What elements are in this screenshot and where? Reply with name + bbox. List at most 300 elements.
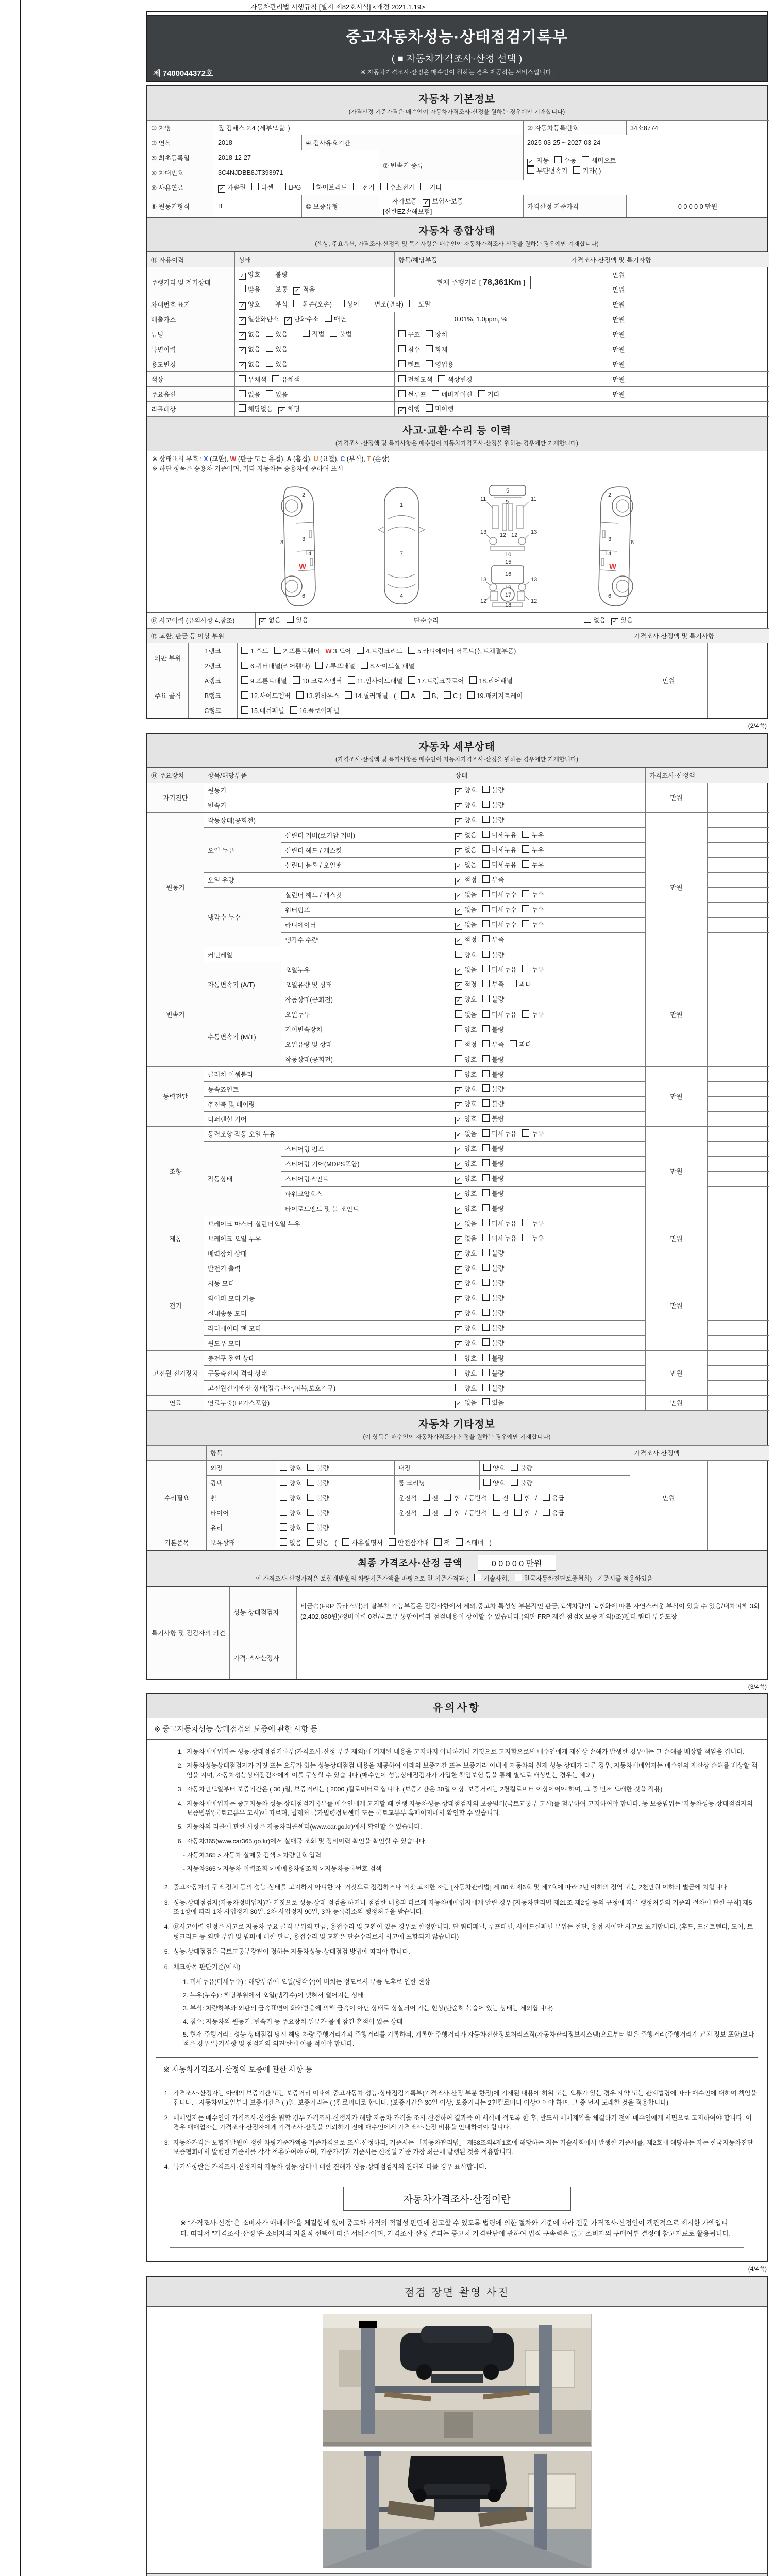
item-label: 고전원전기배선 상태(접속단자,피복,보호기구) (204, 1380, 451, 1395)
checkbox (515, 1574, 522, 1581)
table-row (147, 402, 769, 417)
checkbox (482, 905, 490, 912)
state-code-desc: (요철), (318, 455, 341, 463)
checkbox-option: 5.라디에이터 서포트(볼트체결부품) (408, 646, 516, 655)
checkbox-option: 불량 (482, 1248, 504, 1258)
document-title: 중고자동차성능·상태점검기록부 (346, 29, 568, 46)
svg-text:W: W (298, 562, 306, 571)
checkbox-option: 양호 (455, 1368, 477, 1378)
memo-cell (708, 1261, 769, 1276)
state-cell (451, 1335, 646, 1350)
column-header: 항목/해당부품 (204, 768, 451, 783)
checkbox-option: 15.대쉬패널 (241, 706, 284, 715)
checkbox (522, 1129, 529, 1137)
checkbox-option: 장치 (426, 330, 447, 339)
state-code-letter: U (313, 455, 318, 463)
checkbox-option: 색상변경 (438, 375, 472, 384)
registration-number-value: 34소8774 (627, 121, 769, 135)
checkbox-option: ✓ 해당 (278, 404, 300, 414)
panel-damage-table (147, 628, 769, 718)
option-text: ( (394, 692, 396, 700)
state-cell (451, 1291, 646, 1306)
document-subtitle: ( ■ 자동차가격조사·산정 선택 ) (391, 54, 523, 64)
caution-item-text: 자동차매매업자는 성능·상태점검기록부(가격조사·산정 부분 제외)에 기재된 내용을 고지하지 아니하거나 거짓으로 고지함으로써 매수인에게 재산상 손해가 발생한 경우에는 그 손해를 배상할 책임을 집니다. (187, 1748, 745, 1755)
table-row (147, 297, 769, 312)
checkbox-option: 불량 (307, 1493, 329, 1502)
checkbox (315, 662, 323, 669)
checkbox (426, 330, 433, 337)
state-code-letter: W (230, 455, 237, 463)
checkbox (510, 1040, 517, 1047)
table-row (147, 1216, 769, 1231)
caution-sub-item-text: - 자동차365 > 자동차 실매물 검색 > 차량번호 입력 (183, 1852, 322, 1859)
checkbox-option: 네비게이션 (432, 389, 472, 399)
checkbox: ✓ (239, 273, 246, 280)
checkbox-option: 미이행 (426, 404, 453, 413)
state-cell (480, 1475, 630, 1490)
memo-cell (708, 992, 769, 1007)
caution-item (170, 1799, 758, 1818)
checkbox-option: ✓ 없음 (239, 329, 260, 340)
table-row (147, 135, 769, 150)
option-text: 기준서를 적용하였음 (597, 1574, 653, 1582)
checkbox-option: ✓ 양호 (455, 1263, 477, 1274)
checkbox-option: 전 (493, 1508, 509, 1517)
accident-history-table (147, 613, 769, 628)
svg-text:12: 12 (530, 598, 537, 604)
device-group-label: 고전원 전기장치 (147, 1350, 204, 1395)
memo-cell (708, 1460, 769, 1535)
table-row (147, 1261, 769, 1276)
checkbox (307, 1523, 314, 1531)
state-cell (235, 327, 395, 342)
svg-text:16: 16 (505, 571, 511, 578)
panel-group-label: 주요 골격 (147, 673, 189, 718)
memo-cell (708, 1380, 769, 1395)
checkbox (280, 1538, 287, 1546)
checkbox-option: 전체도색 (398, 375, 432, 384)
checkbox (482, 951, 490, 958)
etc-item-label: 광택 (207, 1475, 276, 1490)
table-row (147, 613, 769, 628)
memo-cell (708, 1066, 769, 1081)
caution-item-text: 매매업자는 매수인이 가격조사·산정을 원할 경우 가격조사·산정자가 해당 자동차 가격을 조사·산정하여 결과를 이 서식에 적도록 한 후, 반드시 매매계약을 체결하기 전에 매수인에게 서면으로 고지하여야 합니다. 이 경우 매매업자는 가격조사·산정자에게 가격조사·산정을 의뢰하기 전에 매수인에게 가격조사·산정 비용을 안내하여야 합니다. (173, 2114, 752, 2131)
checkbox-option: 없음 (280, 1538, 301, 1547)
checkbox (482, 1369, 490, 1376)
checkbox: ✓ (284, 317, 292, 325)
caution-item (156, 2089, 758, 2108)
state-cell (451, 1395, 646, 1410)
caution-item (170, 1761, 758, 1780)
checkbox (266, 390, 273, 397)
svg-text:14: 14 (305, 550, 311, 557)
memo-cell (708, 1306, 769, 1320)
caution-item-number: 2. (177, 1762, 183, 1770)
checkbox (455, 1369, 462, 1376)
checkbox-option: ✓ 양호 (239, 269, 260, 280)
etc-item-label: 내장 (395, 1460, 480, 1475)
checkbox-option: ✓ 양호 (455, 785, 477, 795)
checkbox (307, 1479, 314, 1486)
device-group-label: 조향 (147, 1126, 204, 1216)
checkbox-option: 불량 (482, 1323, 504, 1332)
rank-label: 2랭크 (189, 658, 238, 673)
option-text: 운전석 (398, 1509, 417, 1517)
etc-info-header (147, 1411, 767, 1445)
checkbox-option: 양호 (483, 1463, 505, 1472)
price-header: 가격조사·산정액 및 특기사항 (630, 628, 769, 643)
panel-group-label: 외판 부위 (147, 643, 189, 673)
checkbox-option: LPG (279, 183, 301, 191)
document-header (146, 11, 768, 82)
accident-history-state (256, 613, 410, 628)
checkbox (239, 285, 246, 292)
checkbox (287, 616, 294, 623)
item-label: 변속기 (204, 798, 451, 812)
checkbox (365, 300, 372, 307)
caution-item-text: 자동차매매업자는 중고자동차 성능·상태점검기록부를 매수인에게 고지할 때 현행 자동차성능·상태점검자의 보증범위(국토교통부 고시)를 첨부하여 고지하여야 합니다. 동 보증범위는 '자동차성능·상태점검자의 보증범위'(국토교통부 고시)에 따르며, 법제처 국가법령정보센터 또는 국토교통부 홈페이지에서 확인할 수 있습니다. (187, 1800, 753, 1817)
state-cell (451, 1126, 646, 1141)
checkbox (482, 875, 490, 883)
checkbox-option: ✓ 양호 (455, 994, 477, 1005)
car-right-side-diagram (575, 483, 652, 608)
checkbox (543, 1509, 550, 1516)
table-row (147, 643, 769, 658)
price-cell: 만원 (646, 1395, 708, 1410)
svg-text:10: 10 (505, 551, 511, 558)
checkbox-option: 불량 (511, 1478, 532, 1487)
checkbox: ✓ (455, 982, 462, 990)
field-label: ④ 검사유효기간 (302, 135, 524, 150)
checkbox: ✓ (455, 1222, 462, 1229)
svg-text:3: 3 (301, 536, 305, 543)
rank-label: A랭크 (189, 673, 238, 688)
checkbox-option: 미세누유 (482, 964, 516, 974)
checkbox (573, 166, 580, 174)
checkbox-option: 매연 (325, 314, 346, 324)
checkbox-option: ✓ 적정 (455, 935, 477, 945)
first-registration-value: 2018-12-27 (214, 150, 379, 165)
price-cell (567, 402, 670, 417)
caution-item-number: 2. (164, 1884, 170, 1891)
table-row (147, 962, 769, 977)
checkbox-option: 후 (514, 1493, 530, 1502)
checkbox (408, 676, 415, 684)
page-marker: (4/4쪽) (748, 2265, 767, 2273)
checkbox-option: 누유 (522, 964, 544, 974)
table-row (147, 1395, 769, 1410)
caution-sub-item-text: 5. 현재 주행거리 : 성능·상태점검 당시 해당 차량 주행거리계의 주행거리를 기록하되, 기록한 주행거리가 자동차전산정보처리조직(자동차관리정보시스템)으로부터 받은 주행거리(주행거리계 교체 정보 포함)보다 적은 경우 '특기사항 및 점검자의 의견'란에 이를 적어야 합니다. (183, 2030, 754, 2048)
state-cell (451, 1231, 646, 1246)
field-label: ⑧ 사용연료 (147, 180, 214, 195)
caution-item-number: 6. (164, 1963, 170, 1971)
caution-item-number: 4. (164, 1923, 170, 1931)
checkbox: ✓ (398, 407, 406, 414)
checkbox-option: 있음 (266, 344, 288, 353)
checkbox-option: 불량 (482, 800, 504, 809)
checkbox (522, 831, 529, 838)
checkbox-option: 렌트 (398, 360, 420, 369)
svg-text:19: 19 (505, 584, 511, 591)
checkbox (482, 1159, 490, 1166)
item-label: 충전구 절연 상태 (204, 1350, 451, 1365)
checkbox-option: 누유 (522, 1218, 544, 1228)
checkbox-option: 안전삼각대 (389, 1538, 429, 1547)
memo-cell (708, 1037, 769, 1052)
field-label: ⑨ 원동기형식 (147, 195, 214, 217)
item-label: 실린더 헤드 / 개스킷 (281, 842, 451, 857)
checkbox-option: 12.사이드멤버 (241, 691, 291, 700)
column-header: 상태 (235, 252, 395, 267)
checkbox-option: 후 (514, 1508, 530, 1517)
checkbox-option: 불량 (482, 1070, 504, 1079)
svg-text:12: 12 (480, 598, 486, 604)
device-group-label: 제동 (147, 1216, 204, 1261)
checkbox-option: 불량 (307, 1508, 329, 1517)
table-row (147, 150, 769, 165)
item-label: 동력조향 작동 오일 누유 (204, 1126, 451, 1141)
checkbox-option: ✓ 탄화수소 (284, 314, 318, 325)
caution-sub-item-text: 4. 침수: 자동차의 원동기, 변속기 등 주요장치 일부가 물에 잠긴 흔적이 있는 상태 (183, 2018, 403, 2025)
checkbox-option: ✓ 양호 (455, 1174, 477, 1184)
caution-sub-item (183, 2017, 758, 2026)
checkbox-option: 불량 (511, 1463, 532, 1472)
checkbox-option: ✓ 가솔린 (218, 182, 246, 193)
accident-note2: ※ 하단 항목은 승용차 기준이며, 기타 자동차는 승용차에 준하여 표시 (152, 465, 344, 473)
checkbox: ✓ (455, 818, 462, 825)
state-cell (276, 1460, 395, 1475)
item-label: 기어변속장치 (281, 1022, 451, 1037)
base-price-value: 0 0 0 0 0 만원 (627, 195, 769, 217)
appraiser-role-label: 가격·조사산정자 (230, 1637, 297, 1679)
accident-header (147, 417, 767, 451)
device-group-label: 전기 (147, 1261, 204, 1350)
memo-cell (708, 827, 769, 842)
memo-cell (708, 962, 769, 977)
table-row (147, 1460, 769, 1475)
checkbox (482, 1279, 490, 1286)
checkbox (482, 1010, 490, 1018)
table-row (147, 783, 769, 798)
checkbox-option: 미세누수 (482, 905, 516, 914)
svg-text:7: 7 (399, 550, 403, 557)
caution-item-text: 가격조사·산정자는 아래의 보증기간 또는 보증거리 이내에 중고자동차 성능·상태점검기록부(가격조사·산정 부분 한정)에 기재된 내용에 허위 또는 오류가 있는 경우 계약 또는 관계법령에 따라 매수인에 대하여 책임을 집니다. · 자동차인도일부터 보증기간은 ( )일, 보증거리는 ( )킬로미터로 합니다. (보증기간은 30일 이상, 보증거리는 2천킬로미터 이상이어야 하며, 그 중 먼저 도래한 것을 적용합니다) (173, 2089, 757, 2107)
checkbox-option: 미세누유 (482, 845, 516, 854)
device-group-label: 변속기 (147, 962, 204, 1066)
price-survey-definition (170, 2178, 744, 2248)
caution-sub-item-text: 3. 부식: 차량하부와 외판의 금속표면이 화학반응에 의해 금속이 아닌 상태로 상실되어 가는 현상(단순히 녹슬어 있는 상태는 제외합니다) (183, 2005, 553, 2012)
checkbox-option: 화재 (426, 345, 447, 354)
checkbox (478, 390, 485, 397)
price-cell (630, 1535, 708, 1550)
usage-history-label: 주요옵션 (147, 387, 235, 402)
caution-item-number: 1. (164, 2089, 170, 2097)
item-label: 스티어링 펌프 (281, 1141, 451, 1156)
checkbox-option: ✓ 적음 (293, 284, 315, 295)
checkbox-option: 누수 (522, 905, 544, 914)
checkbox-option: 불량 (482, 994, 504, 1004)
svg-text:4: 4 (399, 592, 403, 599)
memo-cell (708, 1231, 769, 1246)
checkbox: ✓ (239, 302, 246, 310)
checkbox (380, 183, 388, 190)
checkbox-option: ✓ 이행 (398, 404, 420, 414)
checkbox-option: ✓ 양호 (455, 1099, 477, 1109)
memo-cell (708, 783, 769, 798)
usage-history-label: 특별이력 (147, 342, 235, 357)
memo-cell (708, 812, 769, 827)
checkbox (482, 816, 490, 823)
photo-area (147, 2307, 767, 2573)
checkbox-option: 2.프론트휀더 (274, 646, 320, 655)
checkbox-option: 불량 (482, 1204, 504, 1213)
checkbox (456, 1538, 463, 1546)
checkbox (527, 166, 534, 174)
state-cell (451, 1007, 646, 1022)
checkbox (511, 1464, 518, 1471)
checkbox (398, 360, 406, 367)
device-group-label: 동력전달 (147, 1066, 204, 1126)
item-label: 연료누출(LP가스포함) (204, 1395, 451, 1410)
state-code-desc: (부식), (345, 455, 367, 463)
checkbox-option: ✓ 양호 (455, 1114, 477, 1124)
checkbox (438, 375, 445, 382)
state-cell (451, 1141, 646, 1156)
panel-header: ⑬ 교환, 판금 등 이상 부위 (147, 628, 630, 643)
detail-table (147, 768, 769, 1411)
svg-text:1: 1 (399, 502, 403, 509)
checkbox (482, 801, 490, 808)
checkbox-option: 양호 (455, 950, 477, 959)
checkbox (543, 1494, 550, 1501)
state-cell (235, 357, 395, 372)
rank-label: C랭크 (189, 703, 238, 718)
memo-cell (670, 297, 769, 312)
checkbox (482, 995, 490, 1002)
checkbox-option: 불량 (482, 950, 504, 959)
memo-cell (708, 1535, 769, 1550)
checkbox (280, 1464, 287, 1471)
state-cell (451, 872, 646, 887)
checkbox-option: 없음 (239, 389, 260, 399)
checkbox: ✓ (455, 968, 462, 975)
caution-item-text: 자동차의 리콜에 관한 사항은 자동차리콜센터(www.car.go.kr)에서 확인할 수 있습니다. (187, 1823, 422, 1831)
checkbox-option: 누유 (522, 1010, 544, 1019)
checkbox (241, 662, 248, 669)
checkbox-option: 불법 (330, 329, 351, 338)
item-label: 작동상태(공회전) (204, 812, 451, 827)
checkbox (522, 1219, 529, 1226)
caution-item (156, 2138, 758, 2157)
checkbox: ✓ (611, 618, 618, 625)
checkbox (584, 616, 591, 623)
state-cell (451, 1096, 646, 1111)
memo-cell (708, 1395, 769, 1410)
svg-text:14: 14 (604, 550, 611, 557)
checkbox (482, 831, 490, 838)
checkbox: ✓ (239, 332, 246, 340)
state-cell (276, 1520, 395, 1535)
state-cell (451, 857, 646, 872)
checkbox (455, 1070, 462, 1077)
checkbox-option: 많음 (239, 284, 260, 294)
state-cell (451, 917, 646, 932)
checkbox (383, 197, 390, 204)
subgroup-label: 냉각수 누수 (204, 887, 281, 947)
checkbox (293, 676, 300, 684)
svg-text:17: 17 (505, 591, 511, 598)
checkbox-option: 불량 (482, 1278, 504, 1287)
caution-item-number: 4. (164, 2163, 170, 2171)
checkbox (296, 691, 304, 699)
checkbox (432, 390, 439, 397)
memo-cell (708, 1186, 769, 1201)
section-box-1 (146, 85, 768, 719)
checkbox (482, 1070, 490, 1077)
checkbox-option: 불량 (482, 785, 504, 794)
price-cell: 만원 (646, 1216, 708, 1261)
caution-sub-item (183, 2030, 758, 2049)
checkbox-option: 하이브리드 (307, 182, 347, 192)
checkbox (482, 1055, 490, 1062)
detail-header (147, 734, 767, 768)
memo-cell (708, 1022, 769, 1037)
table-row (147, 812, 769, 827)
table-row (147, 121, 769, 135)
checkbox-option: 불량 (482, 1159, 504, 1168)
etc-item-label: 타이어 (207, 1505, 276, 1520)
state-cell (451, 783, 646, 798)
caution-item-number: 5. (177, 1823, 183, 1831)
state-cell (480, 1460, 630, 1475)
item-label: 오일유량 및 상태 (281, 977, 451, 992)
item-label: 발전기 출력 (204, 1261, 451, 1276)
checkbox (455, 1040, 462, 1047)
checkbox-option: 11.인사이드패널 (348, 676, 403, 685)
price-cell: 만원 (630, 1460, 708, 1535)
state-code-desc: (판금 또는 용접), (236, 455, 287, 463)
svg-text:11: 11 (530, 496, 536, 502)
checkbox (493, 1509, 500, 1516)
inspection-form (146, 11, 768, 2576)
device-group-label: 자기진단 (147, 783, 204, 812)
detail-title: 자동차 세부상태 (418, 741, 495, 753)
usage-history-label: 리콜대상 (147, 402, 235, 417)
checkbox (482, 1249, 490, 1256)
item-label: 브레이크 마스터 실린더오일 누유 (204, 1216, 451, 1231)
final-price-value: 0 0 0 0 0 만원 (478, 1555, 556, 1571)
caution-item (156, 1883, 758, 1892)
checkbox-option: 상이 (338, 299, 359, 309)
checkbox (455, 1354, 462, 1361)
checkbox-option: 적법 (303, 329, 324, 338)
checkbox (266, 270, 273, 277)
checkbox (514, 1509, 522, 1516)
svg-text:6: 6 (608, 592, 611, 599)
position-note-cell (395, 1490, 630, 1505)
checkbox-option: 응급 (543, 1493, 564, 1502)
checkbox-option: ✓ 양호 (455, 1084, 477, 1094)
checkbox-option: ✓ 자동 (527, 156, 549, 166)
table-row (147, 1066, 769, 1081)
state-code-letter: C (340, 455, 345, 463)
checkbox-option: ✓ 양호 (455, 1248, 477, 1259)
checkbox (241, 706, 248, 714)
checkbox-option: 불량 (482, 1383, 504, 1393)
usage-history-label: 주행거리 및 계기상태 (147, 267, 235, 297)
checkbox (482, 965, 490, 972)
cautions-list-c (156, 2089, 758, 2172)
